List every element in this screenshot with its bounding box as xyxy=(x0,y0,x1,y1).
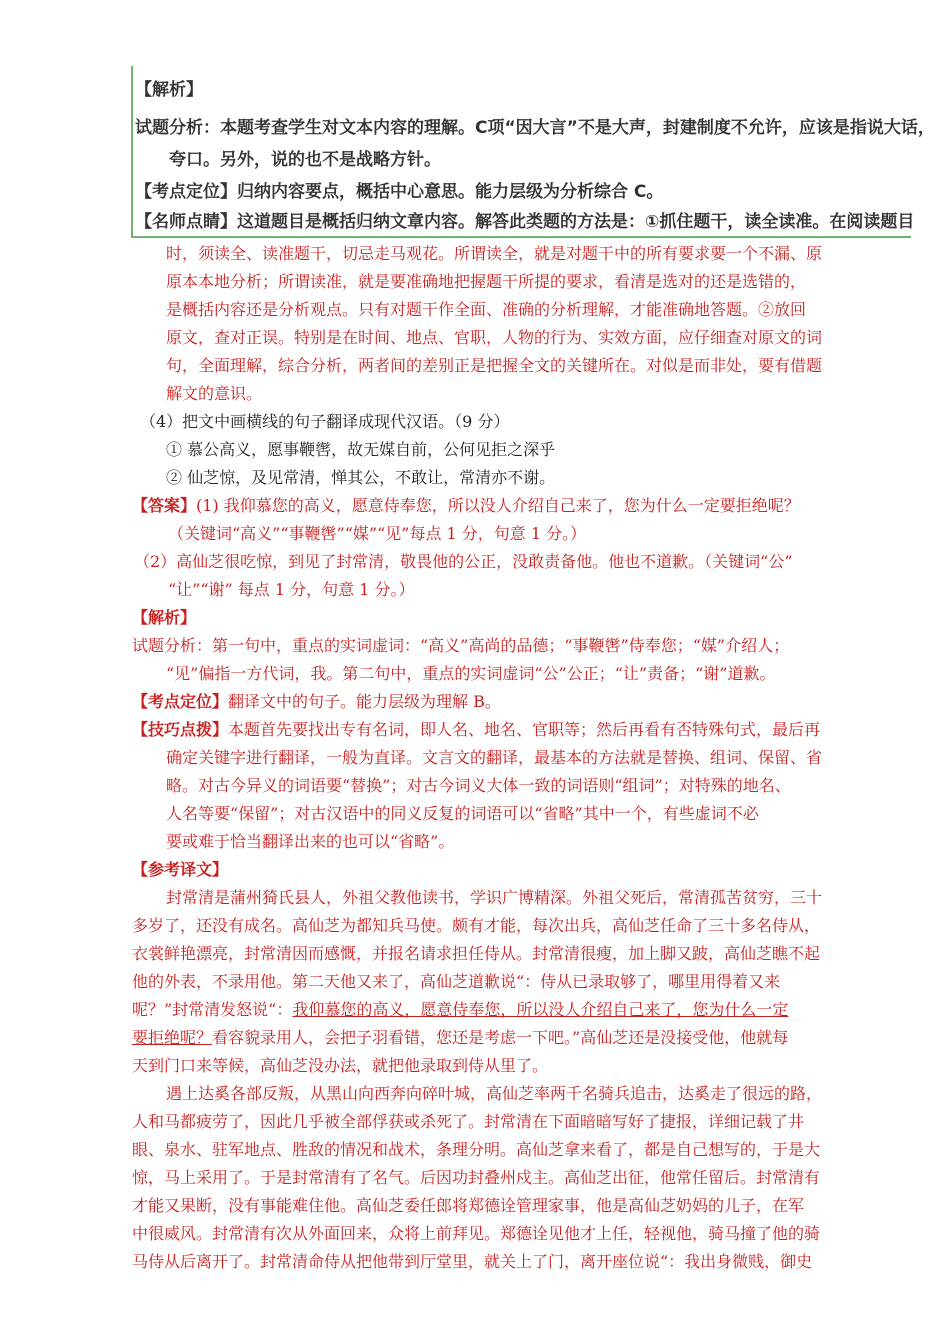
kaodian2-text: 翻译文中的句子。能力层级为理解 B。 xyxy=(228,692,501,711)
mingshi-continuation-line: 句，全面理解，综合分析，两者间的差别正是把握全文的关键所在。对似是而非处，要有借题 xyxy=(166,356,823,375)
mingshi-text: 这道题目是概括归纳文章内容。解答此类题的方法是：①抓住题干，读全读准。在阅读题目 xyxy=(237,212,915,232)
answer-text-2: （2）高仙芝很吃惊，到见了封常清，敬畏他的公正，没敢责备他。他也不道歉。（关键词“公” xyxy=(134,552,793,571)
question-title: （4）把文中画横线的句子翻译成现代汉语。（9 分） xyxy=(140,412,510,431)
translation-line: 中很威风。封常清有次从外面回来，众将上前拜见。郑德诠见他才上任，轻视他，骑马撞了他的骑 xyxy=(132,1224,821,1243)
jiqiao-line: 确定关键字进行翻译，一般为直译。文言文的翻译，最基本的方法就是替换、组词、保留、省 xyxy=(166,748,823,767)
mingshi-continuation-line: 时，须读全、读准题干，切忌走马观花。所谓读全，就是对题干中的所有要求要一个不漏、原 xyxy=(166,244,823,263)
translation-line: 封常清是蒲州猗氏县人，外祖父教他读书，学识广博精深。外祖父死后，常清孤苦贫穷，三十 xyxy=(166,888,823,907)
translation-line xyxy=(132,996,788,1024)
underlined-sentence: 要拒绝呢？ xyxy=(132,1028,213,1047)
mingshi-continuation-line: 原本本地分析；所谓读准，就是要准确地把握题干所提的要求，看清是选对的还是选错的， xyxy=(166,272,807,291)
jiqiao-line-1 xyxy=(132,716,820,744)
question-sentence-1: ① 慕公高义，愿事鞭辔，故无媒自前，公何见拒之深乎 xyxy=(166,440,556,459)
kaodian-text: 归纳内容要点，概括中心意思。能力层级为分析综合 C。 xyxy=(237,182,664,202)
translation-line: 衣裳鲜艳漂亮，封常清因而感慨，并报名请求担任侍从。封常清很瘦，加上脚又跛，高仙芝瞧不起 xyxy=(132,944,821,963)
analysis-heading: 【解析】 xyxy=(135,80,203,100)
mingshi-continuation-line: 是概括内容还是分析观点。只有对题干作全面、准确的分析理解，才能准确地答题。②放回 xyxy=(166,300,807,319)
translation-text: 呢？”封常清发怒说“： xyxy=(132,1000,293,1019)
translation-line: 人和马都疲劳了，因此几乎被全部俘获或杀死了。封常清在下面暗暗写好了捷报，详细记载了井 xyxy=(132,1112,805,1131)
jiqiao-label: 【技巧点拨】 xyxy=(132,720,229,739)
translation-text: 看容貌录用人，会把子羽看错，您还是考虑一下吧。”高仙芝还是没接受他，他就每 xyxy=(212,1028,789,1047)
translation-line: 马侍从后离开了。封常清命侍从把他带到厅堂里，就关上了门，离开座位说“：我出身微贱，御史 xyxy=(132,1252,813,1271)
scanned-analysis-box xyxy=(131,66,935,238)
kaodian-label: 【考点定位】 xyxy=(135,182,237,202)
translation-line: 遇上达奚各部反叛，从黑山向西奔向碎叶城，高仙芝率两千名骑兵追击，达奚走了很远的路， xyxy=(166,1084,823,1103)
mingshi-label: 【名师点睛】 xyxy=(135,212,237,232)
translation-heading: 【参考译文】 xyxy=(132,860,229,879)
kaodian2-label: 【考点定位】 xyxy=(132,692,229,711)
answer-note-2: “让”“谢” 每点 1 分，句意 1 分。） xyxy=(168,580,415,599)
analysis-text-line: 夸口。另外，说的也不是战略方针。 xyxy=(169,150,441,170)
kaodian2-line xyxy=(132,688,501,716)
translation-line: 眼、泉水、驻军地点、胜敌的情况和战术，条理分明。高仙芝拿来看了，都是自己想写的，于是大 xyxy=(132,1140,821,1159)
kaodian-line xyxy=(135,180,663,204)
answer-line-1 xyxy=(132,492,800,520)
jiqiao-line: 要或难于恰当翻译出来的也可以“省略”。 xyxy=(166,832,455,851)
translation-line: 多岁了，还没有成名。高仙芝为都知兵马使。颇有才能，每次出兵，高仙芝任命了三十多名侍从， xyxy=(132,916,821,935)
answer-note-1: （关键词“高义”“事鞭辔”“媒”“见”每点 1 分，句意 1 分。） xyxy=(168,524,587,543)
jiqiao-line: 人名等要“保留”；对古汉语中的同义反复的词语可以“省略”其中一个，有些虚词不必 xyxy=(166,804,759,823)
jiexi-line-2: “见”偏指一方代词，我。第二句中，重点的实词虚词“公”公正；“让”责备；“谢”道歉。 xyxy=(166,664,776,683)
mingshi-line xyxy=(135,210,914,234)
translation-line: 惊，马上采用了。于是封常清有了名气。后因功封叠州戍主。高仙芝出征，他常任留后。封常清有 xyxy=(132,1168,821,1187)
underlined-sentence: 我仰慕您的高义，愿意侍奉您，所以没人介绍自己来了，您为什么一定 xyxy=(292,1000,789,1019)
translation-line: 天到门口来等候，高仙芝没办法，就把他录取到侍从里了。 xyxy=(132,1056,549,1075)
mingshi-continuation-line: 原文，查对正误。特别是在时间、地点、官职，人物的行为、实效方面，应仔细查对原文的词 xyxy=(166,328,823,347)
answer-label: 【答案】 xyxy=(132,496,197,515)
mingshi-continuation-line: 解文的意识。 xyxy=(166,384,263,403)
translation-line: 才能又果断，没有事能难住他。高仙芝委任郎将郑德诠管理家事，他是高仙芝奶妈的儿子，在军 xyxy=(132,1196,805,1215)
answer-text-1: (1) 我仰慕您的高义，愿意侍奉您，所以没人介绍自己来了，您为什么一定要拒绝呢？ xyxy=(196,496,800,515)
translation-line: 他的外表，不录用他。第二天他又来了，高仙芝道歉说“：侍从已录取够了，哪里用得着又来 xyxy=(132,972,781,991)
jiexi-line-1: 试题分析：第一句中，重点的实词虚词：“高义”高尚的品德；“事鞭辔”侍奉您；“媒”介绍人； xyxy=(132,636,790,655)
analysis-text-line: 试题分析：本题考查学生对文本内容的理解。C项“因大言”不是大声，封建制度不允许，应该是指说大话， xyxy=(135,118,935,138)
jiexi-heading: 【解析】 xyxy=(132,608,197,627)
jiqiao-text-1: 本题首先要找出专有名词，即人名、地名、官职等；然后再看有否特殊句式，最后再 xyxy=(228,720,821,739)
question-sentence-2: ② 仙芝惊，及见常清，惮其公，不敢让，常清亦不谢。 xyxy=(166,468,556,487)
jiqiao-line: 略。对古今异义的词语要“替换”；对古今词义大体一致的词语则“组词”；对特殊的地名、 xyxy=(166,776,791,795)
translation-line xyxy=(132,1024,788,1052)
